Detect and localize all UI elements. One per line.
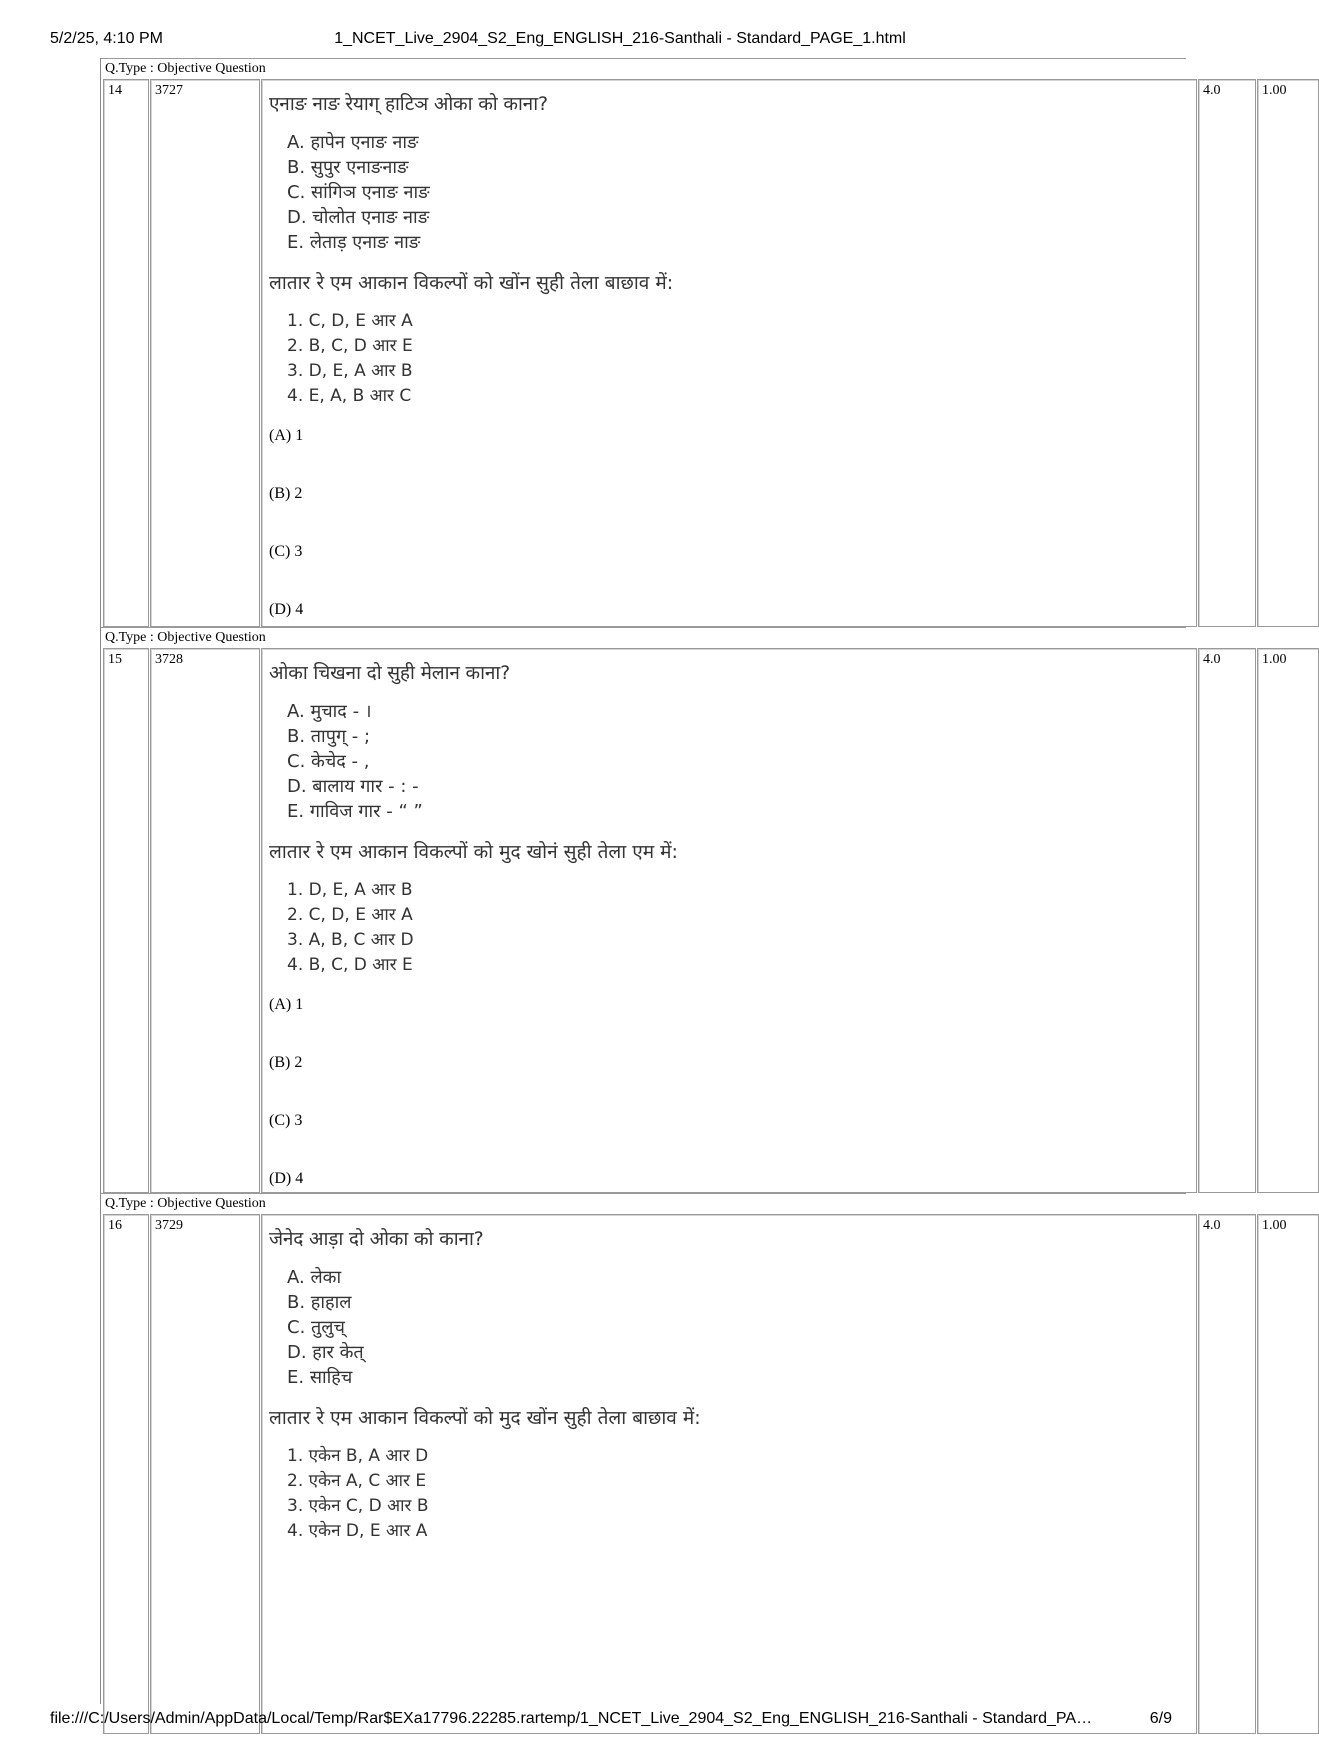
combination-item: 1. एकेन B, A आर D [287, 1446, 429, 1466]
marks-value: 4.0 [1203, 1218, 1221, 1233]
question-block-16 [101, 1193, 1287, 1734]
combination-item: 4. B, C, D आर E [287, 955, 413, 975]
statement-item: B. हाहाल [287, 1292, 352, 1313]
question-id-cell [150, 648, 260, 1193]
question-row [101, 1214, 1287, 1734]
question-block-15 [101, 627, 1287, 1193]
question-instruction: लातार रे एम आकान विकल्पों को मुद खोनं सुही तेला एम में: [269, 841, 678, 863]
print-header [50, 28, 1190, 52]
statement-item: D. हार केत् [287, 1342, 364, 1363]
print-file-path: file:///C:/Users/Admin/AppData/Local/Temp/Rar$EXa17796.22285.rartemp/1_NCET_Live_2904_S2_Eng_ENGLISH_216-Santhali - Standard_PA… [50, 1710, 1093, 1727]
question-id-cell [150, 1214, 260, 1734]
statement-item: E. गाविज गार - “ ” [287, 801, 423, 822]
negative-marks-value: 1.00 [1262, 652, 1287, 667]
marks-cell [1198, 79, 1256, 627]
statement-item: B. सुपुर एनाङनाङ [287, 157, 409, 178]
print-doc-title: 1_NCET_Live_2904_S2_Eng_ENGLISH_216-Santhali - Standard_PAGE_1.html [334, 30, 906, 47]
question-number: 14 [108, 83, 122, 98]
question-body-cell [261, 79, 1197, 627]
combination-item: 4. एकेन D, E आर A [287, 1521, 428, 1541]
question-block-14 [101, 58, 1287, 627]
answer-choice-c: (C) 3 [269, 1112, 303, 1129]
combination-list [287, 878, 1186, 978]
combination-item: 1. C, D, E आर A [287, 311, 413, 331]
question-id: 3728 [155, 652, 183, 667]
marks-value: 4.0 [1203, 652, 1221, 667]
negative-marks-cell [1257, 1214, 1319, 1734]
question-id-cell [150, 79, 260, 627]
answer-choice-b: (B) 2 [269, 485, 303, 502]
question-row [101, 648, 1287, 1193]
statement-item: E. साहिच [287, 1367, 353, 1388]
question-type-label: Q.Type : Objective Question [101, 627, 1186, 648]
question-id: 3727 [155, 83, 183, 98]
answer-choice-c: (C) 3 [269, 543, 303, 560]
statement-item: C. सांगिञ एनाङ नाङ [287, 182, 430, 203]
question-instruction: लातार रे एम आकान विकल्पों को मुद खोंन सुही तेला बाछाव में: [269, 1407, 701, 1429]
combination-list [287, 309, 1186, 409]
question-table [100, 58, 1287, 1704]
answer-choice-a: (A) 1 [269, 996, 304, 1013]
negative-marks-value: 1.00 [1262, 1218, 1287, 1233]
negative-marks-value: 1.00 [1262, 83, 1287, 98]
marks-cell [1198, 648, 1256, 1193]
statement-item: A. हापेन एनाङ नाङ [287, 132, 419, 153]
statement-item: C. केचेद - , [287, 751, 370, 772]
question-number-cell [103, 1214, 149, 1734]
combination-item: 1. D, E, A आर B [287, 880, 413, 900]
marks-value: 4.0 [1203, 83, 1221, 98]
statement-item: C. तुलुच् [287, 1317, 345, 1338]
question-row [101, 79, 1287, 627]
negative-marks-cell [1257, 648, 1319, 1193]
question-number-cell [103, 79, 149, 627]
combination-item: 2. B, C, D आर E [287, 336, 413, 356]
combination-item: 2. एकेन A, C आर E [287, 1471, 427, 1491]
combination-item: 3. एकेन C, D आर B [287, 1496, 429, 1516]
statement-item: A. मुचाद - । [287, 701, 372, 722]
question-stem: एनाङ नाङ रेयाग् हाटिञ ओका को काना? [269, 93, 548, 115]
question-type-label: Q.Type : Objective Question [101, 1193, 1186, 1214]
statement-list [287, 1265, 1186, 1390]
statement-item: D. बालाय गार - : - [287, 776, 419, 797]
statement-list [287, 130, 1186, 255]
combination-item: 3. D, E, A आर B [287, 361, 413, 381]
statement-item: D. चोलोत एनाङ नाङ [287, 207, 430, 228]
print-footer [50, 1710, 1190, 1734]
statement-item: A. लेका [287, 1267, 342, 1288]
question-number: 16 [108, 1218, 122, 1233]
question-number-cell [103, 648, 149, 1193]
question-stem: ओका चिखना दो सुही मेलान काना? [269, 662, 510, 684]
answer-choice-a: (A) 1 [269, 427, 304, 444]
negative-marks-cell [1257, 79, 1319, 627]
question-instruction: लातार रे एम आकान विकल्पों को खोंन सुही तेला बाछाव में: [269, 272, 674, 294]
statement-list [287, 699, 1186, 824]
marks-cell [1198, 1214, 1256, 1734]
print-datetime: 5/2/25, 4:10 PM [50, 30, 163, 47]
combination-item: 2. C, D, E आर A [287, 905, 413, 925]
answer-choice-d: (D) 4 [269, 1170, 304, 1187]
statement-item: E. लेताड़ एनाङ नाङ [287, 232, 421, 253]
question-body-cell [261, 648, 1197, 1193]
answer-choice-d: (D) 4 [269, 601, 304, 618]
statement-item: B. तापुग् - ; [287, 726, 371, 747]
question-number: 15 [108, 652, 122, 667]
combination-item: 4. E, A, B आर C [287, 386, 412, 406]
question-stem: जेनेद आड़ा दो ओका को काना? [269, 1228, 484, 1250]
question-body-cell [261, 1214, 1197, 1734]
combination-list [287, 1444, 1186, 1544]
combination-item: 3. A, B, C आर D [287, 930, 414, 950]
print-page-indicator: 6/9 [1149, 1710, 1172, 1727]
answer-choices [269, 427, 1186, 659]
answer-choice-b: (B) 2 [269, 1054, 303, 1071]
question-type-label: Q.Type : Objective Question [101, 58, 1186, 79]
question-id: 3729 [155, 1218, 183, 1233]
